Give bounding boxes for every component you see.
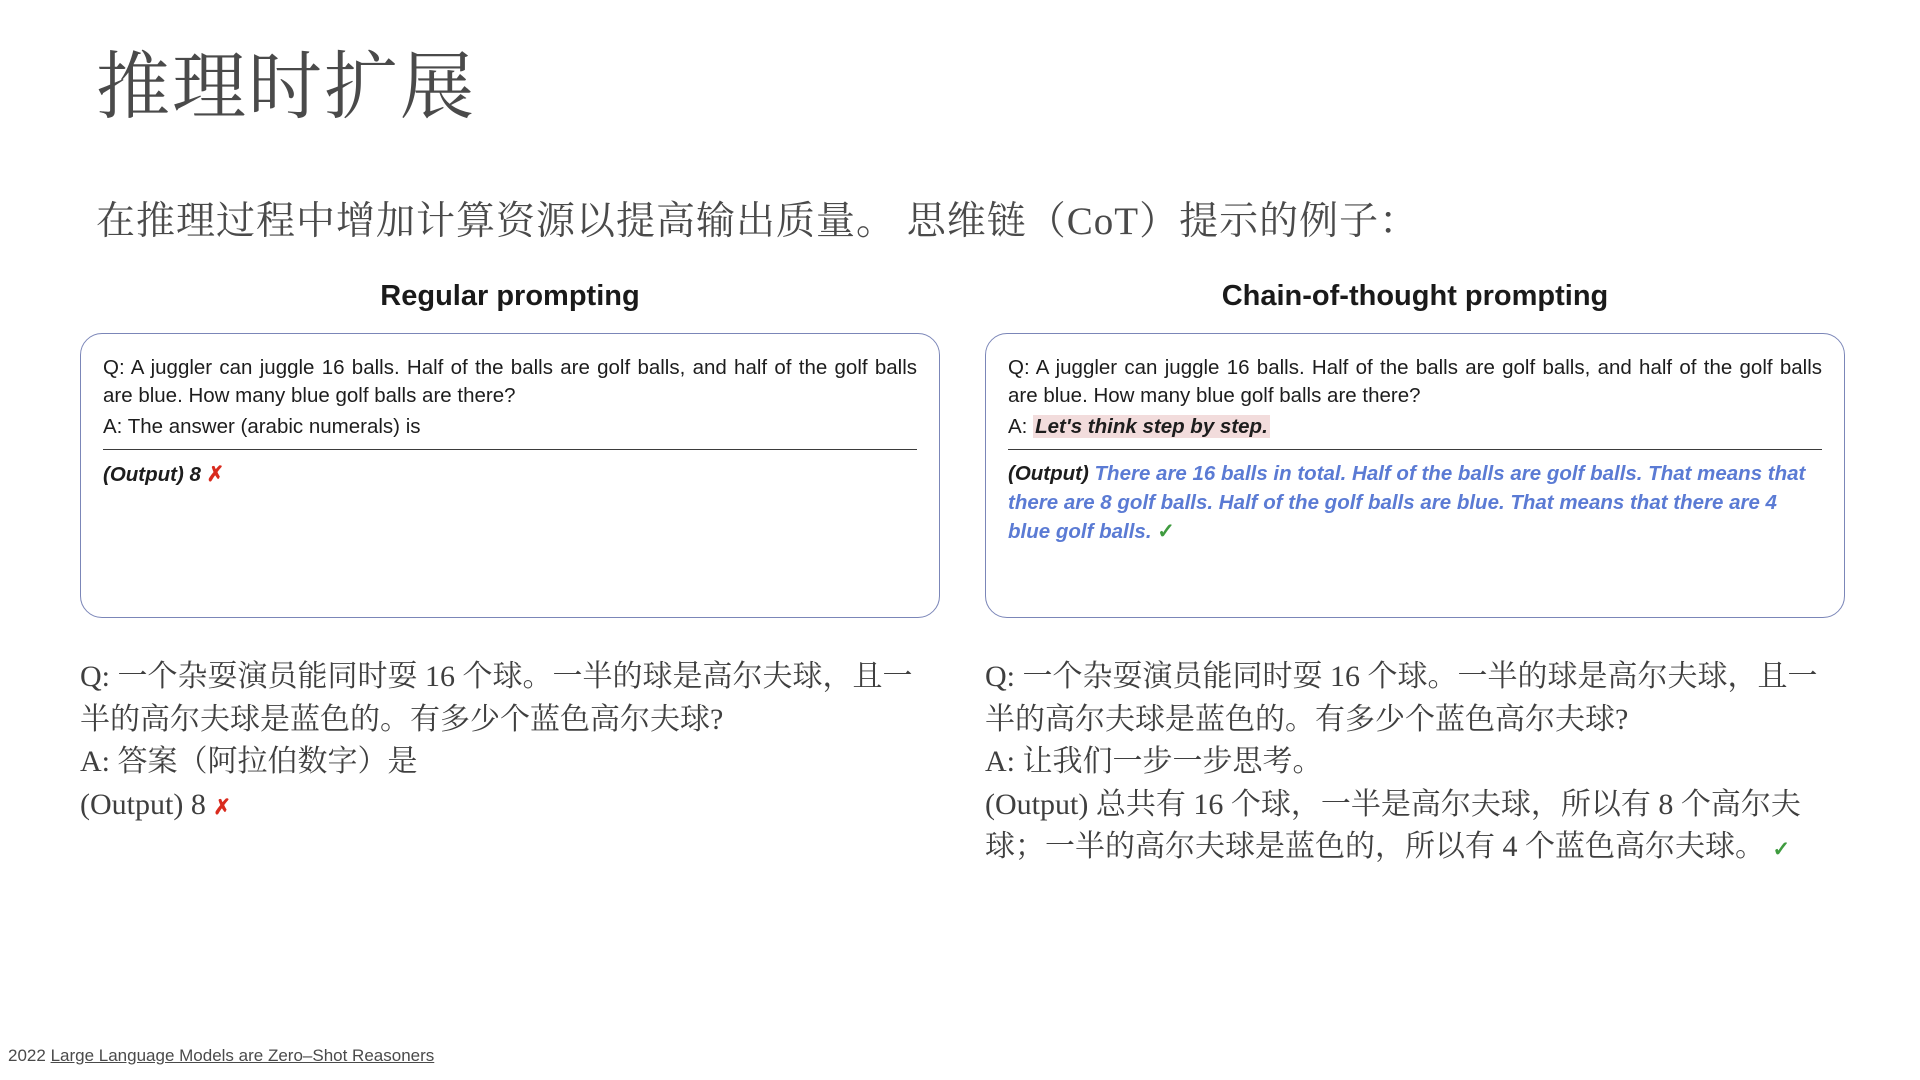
translation-regular	[80, 656, 940, 826]
translation-output-cot	[985, 784, 1845, 869]
translation-cot	[985, 656, 1845, 869]
translation-question-cot: Q: 一个杂耍演员能同时耍 16 个球。一半的球是高尔夫球，且一半的高尔夫球是蓝色的。有多少个蓝色高尔夫球?	[985, 660, 1818, 736]
prompt-card-regular	[80, 333, 940, 618]
answer-prefix-regular: A:	[103, 414, 128, 438]
output-label-cot: (Output)	[1008, 461, 1089, 485]
check-icon: ✓	[1157, 520, 1175, 544]
output-value-regular: 8	[189, 462, 201, 486]
translation-output-text-cot: (Output) 总共有 16 个球，一半是高尔夫球，所以有 8 个高尔夫球；一半的高尔夫球是蓝色的，所以有 4 个蓝色高尔夫球。	[985, 787, 1801, 864]
translation-question-regular: Q: 一个杂耍演员能同时耍 16 个球。一半的球是高尔夫球，且一半的高尔夫球是蓝色的。有多少个蓝色高尔夫球?	[80, 660, 913, 736]
footer-citation	[8, 1046, 434, 1066]
column-heading-cot: Chain-of-thought prompting	[1221, 280, 1609, 312]
output-value-cot: There are 16 balls in total. Half of the balls are golf balls. That means that there are 8 golf balls. Half of the golf balls are blue. That means that there are 4 blue golf balls.	[1008, 461, 1806, 544]
prompt-question-cot: Q: A juggler can juggle 16 balls. Half of the balls are golf balls, and half of the golf balls are blue. How many blue golf balls are there?	[1008, 356, 1822, 408]
page-title: 推理时扩展	[96, 47, 476, 129]
cross-icon: ✗	[206, 462, 225, 486]
check-icon: ✓	[1772, 837, 1791, 862]
translation-output-regular	[80, 784, 940, 827]
column-cot-prompting	[985, 280, 1845, 869]
footer-paper-title: Large Language Models are Zero–Shot Reasoners	[50, 1046, 435, 1065]
prompt-card-cot	[985, 333, 1845, 618]
card-divider-regular	[103, 449, 917, 450]
column-heading-regular: Regular prompting	[380, 280, 640, 312]
column-regular-prompting	[80, 280, 940, 826]
prompt-answer-regular	[103, 413, 917, 441]
translation-answer-cot: A: 让我们一步一步思考。	[985, 745, 1323, 779]
translation-answer-regular: A: 答案（阿拉伯数字）是	[80, 745, 418, 779]
prompt-output-cot	[1008, 460, 1822, 547]
footer-year: 2022	[8, 1046, 46, 1065]
answer-text-regular: The answer (arabic numerals) is	[127, 414, 421, 438]
output-label-regular: (Output)	[103, 462, 184, 486]
prompt-question-regular: Q: A juggler can juggle 16 balls. Half of the balls are golf balls, and half of the golf balls are blue. How many blue golf balls are there?	[103, 356, 917, 408]
card-divider-cot	[1008, 449, 1822, 450]
prompt-output-regular	[103, 460, 917, 490]
answer-text-cot-highlighted: Let's think step by step.	[1035, 414, 1268, 438]
prompt-answer-cot	[1008, 413, 1822, 441]
page-subtitle: 在推理过程中增加计算资源以提高输出质量。 思维链（CoT）提示的例子：	[96, 200, 1420, 243]
cross-icon: ✗	[213, 794, 231, 819]
answer-prefix-cot: A:	[1008, 414, 1034, 438]
translation-output-text-regular: (Output) 8	[80, 787, 206, 821]
